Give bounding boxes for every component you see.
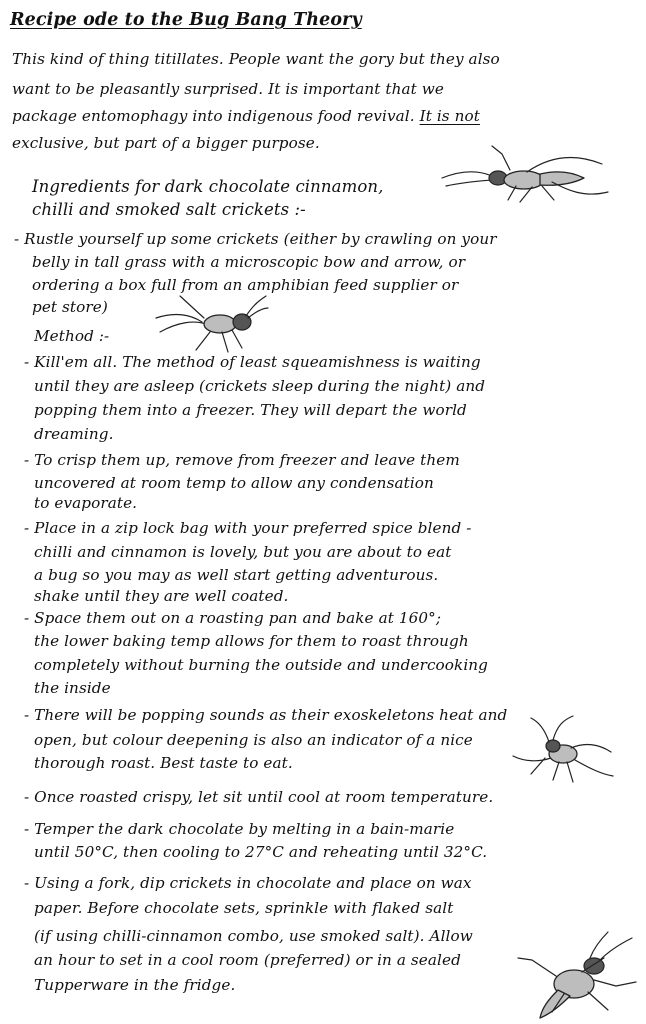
method-line: dreaming.	[34, 425, 114, 443]
method-line: until 50°C, then cooling to 27°C and reheating until 32°C.	[34, 843, 488, 861]
ingredient-line: belly in tall grass with a microscopic bow and arrow, or	[32, 253, 466, 271]
cricket-drawing-icon	[505, 716, 615, 788]
method-line: - Space them out on a roasting pan and bake at 160°;	[24, 609, 442, 627]
ingredient-line: pet store)	[32, 298, 108, 316]
method-heading: Method :-	[34, 327, 110, 345]
method-line: completely without burning the outside and undercooking	[34, 656, 488, 674]
intro-line: want to be pleasantly surprised. It is important that we	[12, 80, 444, 98]
ingredients-heading: Ingredients for dark chocolate cinnamon,	[32, 177, 384, 196]
cricket-drawing-icon	[432, 140, 612, 206]
method-line: the lower baking temp allows for them to roast through	[34, 632, 469, 650]
intro-line	[12, 107, 480, 125]
method-line: - Kill'em all. The method of least squeamishness is waiting	[24, 353, 481, 371]
cricket-drawing-icon	[512, 928, 644, 1022]
method-line: shake until they are well coated.	[34, 587, 289, 605]
method-line: the inside	[34, 679, 111, 697]
method-line: - Once roasted crispy, let sit until cool at room temperature.	[24, 788, 494, 806]
method-line: open, but colour deepening is also an indicator of a nice	[34, 731, 473, 749]
method-line: (if using chilli-cinnamon combo, use smoked salt). Allow	[34, 927, 473, 945]
page-title: Recipe ode to the Bug Bang Theory	[10, 10, 362, 30]
method-line: a bug so you may as well start getting adventurous.	[34, 566, 439, 584]
method-line: thorough roast. Best taste to eat.	[34, 754, 293, 772]
method-line: chilli and cinnamon is lovely, but you are about to eat	[34, 543, 452, 561]
ingredient-line: ordering a box full from an amphibian feed supplier or	[32, 276, 459, 294]
intro-line: This kind of thing titillates. People want the gory but they also	[12, 50, 500, 68]
method-line: - Temper the dark chocolate by melting in a bain-marie	[24, 820, 455, 838]
intro-line: exclusive, but part of a bigger purpose.	[12, 134, 320, 152]
method-line: - Using a fork, dip crickets in chocolate and place on wax	[24, 874, 472, 892]
intro-line-text: package entomophagy into indigenous food revival.	[12, 107, 415, 125]
method-line: paper. Before chocolate sets, sprinkle with flaked salt	[34, 899, 454, 917]
method-line: - To crisp them up, remove from freezer and leave them	[24, 451, 460, 469]
method-line: an hour to set in a cool room (preferred) or in a sealed	[34, 951, 461, 969]
method-line: Tupperware in the fridge.	[34, 976, 236, 994]
method-line: to evaporate.	[34, 494, 138, 512]
method-line: popping them into a freezer. They will depart the world	[34, 401, 467, 419]
method-line: uncovered at room temp to allow any condensation	[34, 474, 434, 492]
method-line: - Place in a zip lock bag with your preferred spice blend -	[24, 519, 472, 537]
ingredient-line: - Rustle yourself up some crickets (either by crawling on your	[14, 230, 497, 248]
method-line: - There will be popping sounds as their exoskeletons heat and	[24, 706, 508, 724]
method-line: until they are asleep (crickets sleep during the night) and	[34, 377, 486, 395]
cricket-drawing-icon	[150, 292, 270, 362]
intro-emphasis: It is not	[419, 107, 480, 125]
ingredients-heading: chilli and smoked salt crickets :-	[32, 200, 306, 219]
